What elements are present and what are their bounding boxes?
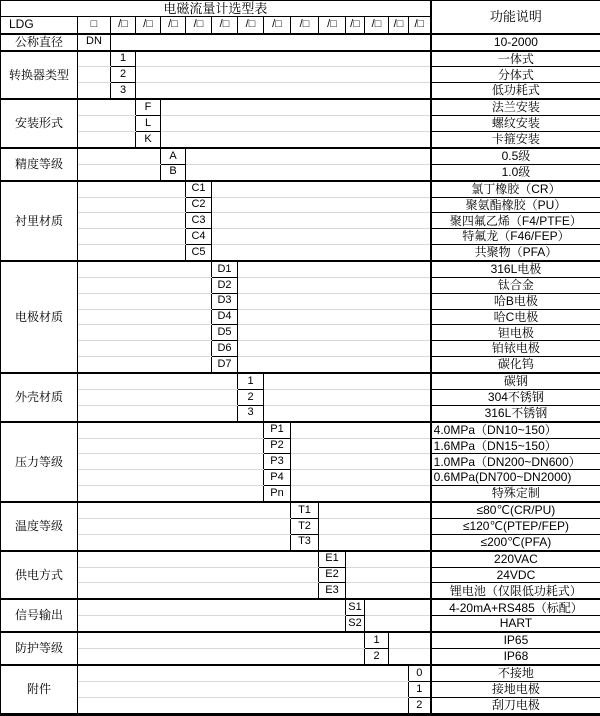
code-cell: 3 <box>238 405 264 421</box>
code-cell: 0 <box>409 665 431 681</box>
gap-cell <box>319 502 431 518</box>
gap-cell <box>78 116 136 132</box>
description-cell: 10-2000 <box>431 34 600 51</box>
code-cell: D3 <box>212 293 238 309</box>
gap-cell <box>78 83 111 99</box>
gap-cell <box>78 422 264 438</box>
table-row <box>1 51 600 67</box>
code-cell: 1 <box>365 632 389 648</box>
gap-cell <box>78 99 136 115</box>
gap-cell <box>78 309 212 325</box>
table-row <box>1 632 600 648</box>
gap-cell <box>161 116 431 132</box>
table-row <box>1 357 600 373</box>
gap-cell <box>78 51 111 67</box>
gap-cell <box>238 277 431 293</box>
category-label: 信号输出 <box>1 599 78 632</box>
description-cell: 24VDC <box>431 567 600 583</box>
title-row <box>1 1 600 17</box>
description-cell: 刮刀电极 <box>431 697 600 714</box>
description-cell: 4.0MPa（DN10~150） <box>431 422 600 438</box>
page-title: 电磁流量计选型表 <box>1 1 431 17</box>
category-label: 附件 <box>1 665 78 714</box>
gap-cell <box>78 229 186 245</box>
code-cell: T3 <box>291 534 319 550</box>
code-cell: C5 <box>186 245 212 261</box>
category-label: 转换器类型 <box>1 51 78 100</box>
category-label: 电极材质 <box>1 261 78 373</box>
code-slot-cell: /□ <box>161 17 186 34</box>
table-row <box>1 229 600 245</box>
gap-cell <box>78 197 186 213</box>
gap-cell <box>111 34 431 51</box>
description-cell: 0.5级 <box>431 148 600 164</box>
code-cell: Pn <box>264 486 291 502</box>
code-slot-cell: /□ <box>111 17 136 34</box>
code-cell: P1 <box>264 422 291 438</box>
code-cell: P3 <box>264 454 291 470</box>
code-slot-cell: /□ <box>136 17 161 34</box>
table-row <box>1 389 600 405</box>
gap-cell <box>78 632 365 648</box>
gap-cell <box>136 51 431 67</box>
category-label: 安装形式 <box>1 99 78 148</box>
table-row <box>1 518 600 534</box>
gap-cell <box>78 454 264 470</box>
code-cell: P2 <box>264 438 291 454</box>
table-row <box>1 649 600 665</box>
gap-cell <box>78 470 264 486</box>
gap-cell <box>136 83 431 99</box>
box-slot-cell: □ <box>78 17 111 34</box>
description-cell: 316L不锈钢 <box>431 405 600 421</box>
description-cell: 卡箍安装 <box>431 131 600 147</box>
gap-cell <box>78 389 238 405</box>
description-cell: 不接地 <box>431 665 600 681</box>
gap-cell <box>186 164 431 180</box>
code-cell: S2 <box>346 616 365 632</box>
code-cell: 1 <box>111 51 136 67</box>
gap-cell <box>78 373 238 389</box>
gap-cell <box>136 67 431 83</box>
gap-cell <box>78 261 212 277</box>
gap-cell <box>346 551 431 567</box>
code-cell: C2 <box>186 197 212 213</box>
gap-cell <box>186 148 431 164</box>
code-cell: 3 <box>111 83 136 99</box>
gap-cell <box>365 599 431 615</box>
code-cell: D1 <box>212 261 238 277</box>
gap-cell <box>346 567 431 583</box>
description-cell: 1.0MPa（DN200~DN600） <box>431 454 600 470</box>
table-row <box>1 181 600 197</box>
description-cell: 碳钢 <box>431 373 600 389</box>
code-slot-cell: /□ <box>291 17 319 34</box>
gap-cell <box>365 616 431 632</box>
code-cell: 2 <box>365 649 389 665</box>
code-slot-cell: /□ <box>264 17 291 34</box>
table-row <box>1 665 600 681</box>
gap-cell <box>291 422 431 438</box>
description-cell: 特殊定制 <box>431 486 600 502</box>
table-row <box>1 583 600 599</box>
table-row <box>1 341 600 357</box>
code-cell: B <box>161 164 186 180</box>
description-cell: 1.0级 <box>431 164 600 180</box>
description-cell: 铂铱电极 <box>431 341 600 357</box>
gap-cell <box>291 438 431 454</box>
code-cell: D7 <box>212 357 238 373</box>
code-cell: E1 <box>319 551 346 567</box>
gap-cell <box>78 357 212 373</box>
table-row <box>1 681 600 697</box>
table-row <box>1 422 600 438</box>
description-cell: 304不锈钢 <box>431 389 600 405</box>
gap-cell <box>389 632 431 648</box>
gap-cell <box>78 697 409 714</box>
gap-cell <box>78 665 409 681</box>
description-cell: 钽电极 <box>431 325 600 341</box>
category-label: 衬里材质 <box>1 181 78 261</box>
gap-cell <box>238 293 431 309</box>
code-cell: D2 <box>212 277 238 293</box>
code-cell: A <box>161 148 186 164</box>
table-row <box>1 261 600 277</box>
description-cell: 共聚物（PFA） <box>431 245 600 261</box>
gap-cell <box>78 245 186 261</box>
gap-cell <box>291 470 431 486</box>
category-label: 公称直径 <box>1 34 78 51</box>
gap-cell <box>78 681 409 697</box>
description-cell: 锂电池（仅限低功耗式） <box>431 583 600 599</box>
code-cell: T1 <box>291 502 319 518</box>
description-cell: 特氟龙（F46/FEP） <box>431 229 600 245</box>
code-cell: DN <box>78 34 111 51</box>
table-row <box>1 148 600 164</box>
gap-cell <box>212 181 431 197</box>
table-row <box>1 470 600 486</box>
table-row <box>1 616 600 632</box>
gap-cell <box>346 583 431 599</box>
category-label: 外壳材质 <box>1 373 78 422</box>
code-cell: E2 <box>319 567 346 583</box>
description-cell: ≤120℃(PTEP/FEP) <box>431 518 600 534</box>
code-slot-cell: /□ <box>365 17 389 34</box>
description-cell: 220VAC <box>431 551 600 567</box>
code-cell: 2 <box>111 67 136 83</box>
code-cell: C3 <box>186 213 212 229</box>
table-row <box>1 293 600 309</box>
gap-cell <box>78 325 212 341</box>
gap-cell <box>78 551 319 567</box>
gap-cell <box>78 148 161 164</box>
description-cell: 氯丁橡胶（CR） <box>431 181 600 197</box>
description-cell: 哈B电极 <box>431 293 600 309</box>
table-row <box>1 551 600 567</box>
description-cell: 分体式 <box>431 67 600 83</box>
table-row <box>1 164 600 180</box>
table-row <box>1 99 600 115</box>
code-cell: D4 <box>212 309 238 325</box>
table-row <box>1 309 600 325</box>
category-label: 压力等级 <box>1 422 78 502</box>
description-cell: IP65 <box>431 632 600 648</box>
gap-cell <box>78 438 264 454</box>
table-row <box>1 454 600 470</box>
category-label: 防护等级 <box>1 632 78 665</box>
gap-cell <box>78 341 212 357</box>
code-cell: E3 <box>319 583 346 599</box>
code-slot-cell: /□ <box>389 17 409 34</box>
model-prefix-cell: LDG <box>1 17 78 34</box>
code-cell: 1 <box>238 373 264 389</box>
description-cell: 法兰安装 <box>431 99 600 115</box>
description-cell: 316L电极 <box>431 261 600 277</box>
description-cell: 接地电极 <box>431 681 600 697</box>
gap-cell <box>78 181 186 197</box>
gap-cell <box>78 616 346 632</box>
gap-cell <box>291 454 431 470</box>
gap-cell <box>78 583 319 599</box>
code-cell: P4 <box>264 470 291 486</box>
code-slot-cell: /□ <box>346 17 365 34</box>
description-cell: 0.6MPa(DN700~DN2000) <box>431 470 600 486</box>
table-row <box>1 373 600 389</box>
description-cell: 低功耗式 <box>431 83 600 99</box>
gap-cell <box>319 518 431 534</box>
table-row <box>1 34 600 51</box>
table-row <box>1 277 600 293</box>
table-row <box>1 567 600 583</box>
gap-cell <box>238 325 431 341</box>
description-cell: 钛合金 <box>431 277 600 293</box>
table-row <box>1 438 600 454</box>
function-column-header: 功能说明 <box>431 1 600 34</box>
gap-cell <box>212 245 431 261</box>
description-cell: HART <box>431 616 600 632</box>
code-cell: K <box>136 131 161 147</box>
gap-cell <box>78 131 136 147</box>
code-cell: C4 <box>186 229 212 245</box>
table-row <box>1 197 600 213</box>
description-cell: ≤200℃(PFA) <box>431 534 600 550</box>
table-row <box>1 405 600 421</box>
gap-cell <box>78 518 291 534</box>
gap-cell <box>264 405 431 421</box>
code-cell: L <box>136 116 161 132</box>
gap-cell <box>78 534 291 550</box>
category-label: 供电方式 <box>1 551 78 600</box>
code-cell: T2 <box>291 518 319 534</box>
table-row <box>1 131 600 147</box>
description-cell: ≤80℃(CR/PU) <box>431 502 600 518</box>
table-row <box>1 67 600 83</box>
gap-cell <box>78 67 111 83</box>
gap-cell <box>78 502 291 518</box>
description-cell: 1.6MPa（DN15~150） <box>431 438 600 454</box>
code-cell: 2 <box>409 697 431 714</box>
table-row <box>1 213 600 229</box>
table-row <box>1 325 600 341</box>
gap-cell <box>78 405 238 421</box>
table-row <box>1 697 600 714</box>
gap-cell <box>161 131 431 147</box>
description-cell: 一体式 <box>431 51 600 67</box>
description-cell: 哈C电极 <box>431 309 600 325</box>
code-slot-cell: /□ <box>319 17 346 34</box>
gap-cell <box>264 373 431 389</box>
table-row <box>1 83 600 99</box>
table-row <box>1 534 600 550</box>
gap-cell <box>78 277 212 293</box>
code-cell: 1 <box>409 681 431 697</box>
gap-cell <box>238 357 431 373</box>
gap-cell <box>212 229 431 245</box>
category-label: 精度等级 <box>1 148 78 181</box>
table-row <box>1 245 600 261</box>
gap-cell <box>212 213 431 229</box>
description-cell: IP68 <box>431 649 600 665</box>
gap-cell <box>389 649 431 665</box>
table-row <box>1 486 600 502</box>
table-row <box>1 116 600 132</box>
code-cell: S1 <box>346 599 365 615</box>
code-cell: C1 <box>186 181 212 197</box>
gap-cell <box>238 341 431 357</box>
gap-cell <box>78 486 264 502</box>
category-label: 温度等级 <box>1 502 78 551</box>
gap-cell <box>78 164 161 180</box>
gap-cell <box>78 599 346 615</box>
code-cell: D5 <box>212 325 238 341</box>
table-row <box>1 599 600 615</box>
gap-cell <box>78 649 365 665</box>
table-row <box>1 502 600 518</box>
code-slot-cell: /□ <box>409 17 431 34</box>
gap-cell <box>161 99 431 115</box>
gap-cell <box>264 389 431 405</box>
gap-cell <box>291 486 431 502</box>
gap-cell <box>319 534 431 550</box>
code-cell: 2 <box>238 389 264 405</box>
gap-cell <box>238 309 431 325</box>
code-cell: D6 <box>212 341 238 357</box>
description-cell: 螺纹安装 <box>431 116 600 132</box>
description-cell: 聚四氟乙烯（F4/PTFE） <box>431 213 600 229</box>
gap-cell <box>238 261 431 277</box>
code-slot-cell: /□ <box>186 17 212 34</box>
gap-cell <box>212 197 431 213</box>
gap-cell <box>78 567 319 583</box>
code-slot-cell: /□ <box>238 17 264 34</box>
description-cell: 4-20mA+RS485（标配） <box>431 599 600 615</box>
description-cell: 碳化钨 <box>431 357 600 373</box>
code-slot-cell: /□ <box>212 17 238 34</box>
description-cell: 聚氨酯橡胶（PU） <box>431 197 600 213</box>
code-cell: F <box>136 99 161 115</box>
gap-cell <box>78 213 186 229</box>
gap-cell <box>78 293 212 309</box>
